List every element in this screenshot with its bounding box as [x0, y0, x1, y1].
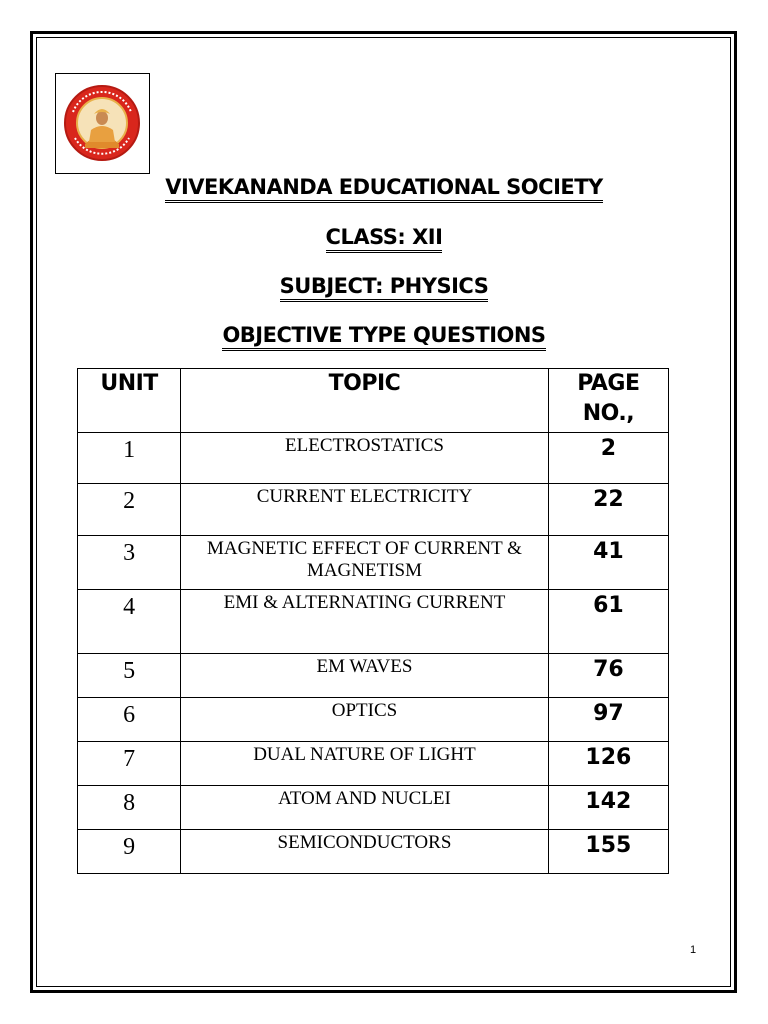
society-title: VIVEKANANDA EDUCATIONAL SOCIETY	[0, 175, 768, 199]
topic-cell: EMI & ALTERNATING CURRENT	[181, 590, 549, 654]
page-cell: 142	[548, 786, 668, 830]
unit-cell: 1	[78, 433, 181, 484]
unit-header: UNIT	[78, 369, 181, 433]
unit-cell: 8	[78, 786, 181, 830]
topic-cell: EM WAVES	[181, 654, 549, 698]
unit-cell: 7	[78, 742, 181, 786]
topic-cell: CURRENT ELECTRICITY	[181, 484, 549, 536]
page-cell: 22	[548, 484, 668, 536]
table-row	[78, 786, 669, 830]
topic-cell: OPTICS	[181, 698, 549, 742]
page-cell: 41	[548, 536, 668, 590]
page-cell: 76	[548, 654, 668, 698]
unit-cell: 3	[78, 536, 181, 590]
subject-line: SUBJECT: PHYSICS	[0, 274, 768, 298]
topic-cell: DUAL NATURE OF LIGHT	[181, 742, 549, 786]
page-cell: 126	[548, 742, 668, 786]
topic-header: TOPIC	[181, 369, 549, 433]
page-number: 1	[690, 944, 697, 956]
page-cell: 2	[548, 433, 668, 484]
unit-cell: 5	[78, 654, 181, 698]
unit-cell: 6	[78, 698, 181, 742]
table-row	[78, 484, 669, 536]
table-row	[78, 742, 669, 786]
page-cell: 155	[548, 830, 668, 874]
page-cell: 61	[548, 590, 668, 654]
topic-cell: MAGNETIC EFFECT OF CURRENT & MAGNETISM	[181, 536, 549, 590]
document-title: OBJECTIVE TYPE QUESTIONS	[0, 323, 768, 347]
table-row	[78, 536, 669, 590]
society-emblem-icon	[61, 82, 143, 164]
class-line: CLASS: XII	[0, 225, 768, 249]
contents-table	[77, 368, 669, 874]
topic-cell: ATOM AND NUCLEI	[181, 786, 549, 830]
unit-cell: 4	[78, 590, 181, 654]
topic-cell: SEMICONDUCTORS	[181, 830, 549, 874]
unit-cell: 9	[78, 830, 181, 874]
table-row	[78, 698, 669, 742]
unit-cell: 2	[78, 484, 181, 536]
topic-cell: ELECTROSTATICS	[181, 433, 549, 484]
page-cell: 97	[548, 698, 668, 742]
table-row	[78, 654, 669, 698]
table-header-row	[78, 369, 669, 433]
table-row	[78, 830, 669, 874]
page-header: PAGE NO.,	[548, 369, 668, 433]
table-row	[78, 433, 669, 484]
table-row	[78, 590, 669, 654]
logo-frame	[55, 73, 150, 174]
